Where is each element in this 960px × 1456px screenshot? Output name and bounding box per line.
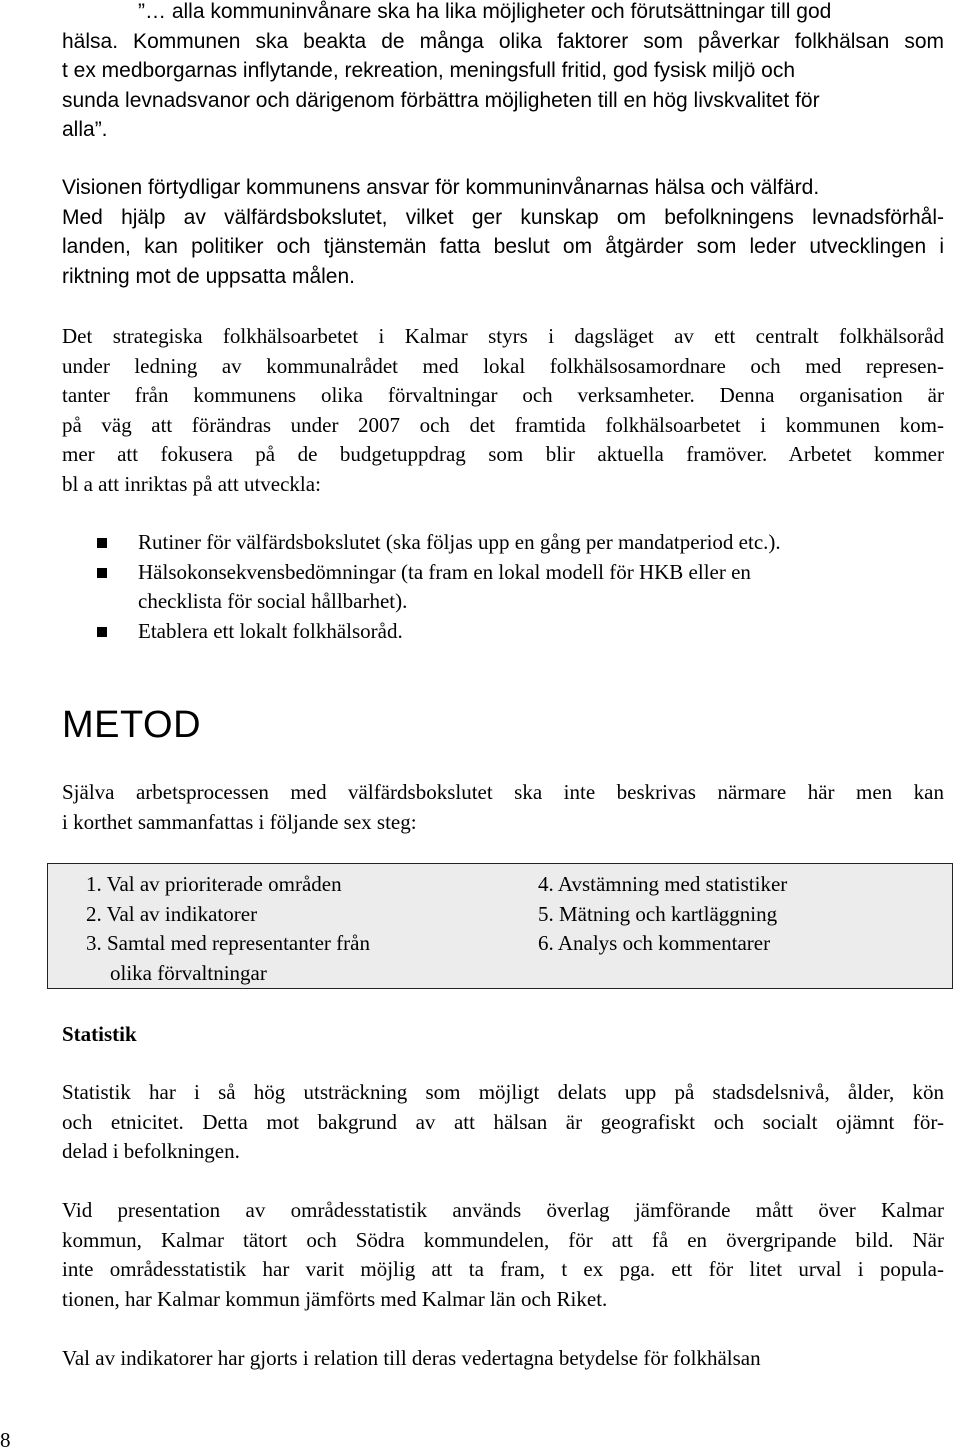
strategic-work-paragraph (62, 322, 944, 499)
list-item (62, 617, 944, 647)
text-line: under ledning av kommunalrådet med lokal folkhälsosamordnare och med represen- (62, 353, 944, 378)
text-line: Statistik har i så hög utsträckning som möjligt delats upp på stadsdelsnivå, ålder, kön (62, 1080, 944, 1104)
text-line: och etnicitet. Detta mot bakgrund av att hälsan är geografiskt och socialt ojämnt för- (62, 1109, 944, 1134)
list-item (62, 558, 944, 617)
text-line: i korthet sammanfattas i följande sex steg: (62, 809, 417, 834)
step-text: 5. Mätning och kartläggning (538, 901, 778, 926)
text-line: riktning mot de uppsatta målen. (62, 264, 355, 288)
method-intro-paragraph (62, 778, 944, 837)
statistik-paragraph-2 (62, 1196, 944, 1314)
steps-column-left (86, 870, 506, 988)
step-item (86, 900, 506, 930)
statistik-paragraph-1 (62, 1078, 944, 1167)
section-heading-metod: METOD (62, 704, 202, 746)
text-line: inte områdesstatistik har varit möjlig att ta fram, t ex pga. ett för litet urval i popula- (62, 1257, 944, 1281)
list-item-text: checklista för social hållbarhet). (138, 589, 408, 613)
section-heading-statistik: Statistik (62, 1022, 137, 1046)
list-item-text: Rutiner för välfärdsbokslutet (ska följas upp en gång per mandatperiod etc.). (138, 530, 781, 554)
text-line: Vid presentation av områdesstatistik används överlag jämförande mått över Kalmar (62, 1198, 944, 1222)
square-bullet-icon (97, 568, 107, 578)
text-line: på väg att förändras under 2007 och det framtida folkhälsoarbetet i kommunen kom- (62, 412, 944, 437)
page-number: 8 (0, 1428, 11, 1452)
text-line: kommun, Kalmar tätort och Södra kommundelen, för att få en övergripande bild. När (62, 1227, 944, 1252)
list-item-text: Hälsokonsekvensbedömningar (ta fram en lokal modell för HKB eller en (138, 559, 751, 584)
step-item (538, 870, 918, 900)
vision-clarification-paragraph (62, 173, 944, 291)
development-bullet-list (62, 528, 944, 646)
text-line: tionen, har Kalmar kommun jämförts med Kalmar län och Riket. (62, 1286, 608, 1311)
statistik-paragraph-3 (62, 1344, 944, 1374)
text-line: tanter från kommunens olika förvaltningar och verksamheter. Denna organisation är (62, 383, 944, 407)
text-line: alla”. (62, 118, 108, 141)
step-text-continuation: olika förvaltningar (110, 960, 267, 985)
text-line: Visionen förtydligar kommunens ansvar för kommuninvånarnas hälsa och välfärd. (62, 176, 820, 199)
text-line: ”… alla kommuninvånare ska ha lika möjligheter och förutsättningar till god (138, 0, 832, 23)
step-item (86, 929, 506, 988)
step-item (538, 929, 918, 959)
square-bullet-icon (97, 538, 107, 548)
text-line: Med hjälp av välfärdsbokslutet, vilket ger kunskap om befolkningens levnadsförhål- (62, 205, 944, 229)
text-line: delad i befolkningen. (62, 1139, 240, 1163)
steps-column-right (538, 870, 918, 959)
text-line: bl a att inriktas på att utveckla: (62, 471, 321, 496)
text-line: t ex medborgarnas inflytande, rekreation, meningsfull fritid, god fysisk miljö och (62, 59, 796, 82)
square-bullet-icon (97, 627, 107, 637)
text-line: sunda levnadsvanor och därigenom förbättra möjligheten till en hög livskvalitet för (62, 88, 820, 112)
text-line: Val av indikatorer har gjorts i relation till deras vedertagna betydelse för folkhälsan (62, 1346, 761, 1370)
text-line: hälsa. Kommunen ska beakta de många olika faktorer som påverkar folkhälsan som (62, 29, 944, 53)
step-item (86, 870, 506, 900)
list-item-text: Etablera ett lokalt folkhälsoråd. (138, 618, 403, 643)
step-text: 6. Analys och kommentarer (538, 931, 771, 955)
vision-quote-paragraph (62, 0, 944, 145)
step-text: 1. Val av prioriterade områden (86, 872, 342, 896)
text-line: Det strategiska folkhälsoarbetet i Kalmar styrs i dagsläget av ett centralt folkhälsoråd (62, 324, 944, 348)
step-text: 2. Val av indikatorer (86, 901, 258, 926)
text-line: landen, kan politiker och tjänstemän fatta beslut om åtgärder som leder utvecklingen i (62, 235, 944, 258)
six-steps-box (47, 863, 953, 989)
step-text: 3. Samtal med representanter från (86, 931, 370, 955)
step-item (538, 900, 918, 930)
text-line: Själva arbetsprocessen med välfärdsbokslutet ska inte beskrivas närmare här men kan (62, 780, 944, 804)
step-text: 4. Avstämning med statistiker (538, 872, 788, 896)
text-line: mer att fokusera på de budgetuppdrag som blir aktuella framöver. Arbetet kommer (62, 442, 944, 466)
list-item (62, 528, 944, 558)
